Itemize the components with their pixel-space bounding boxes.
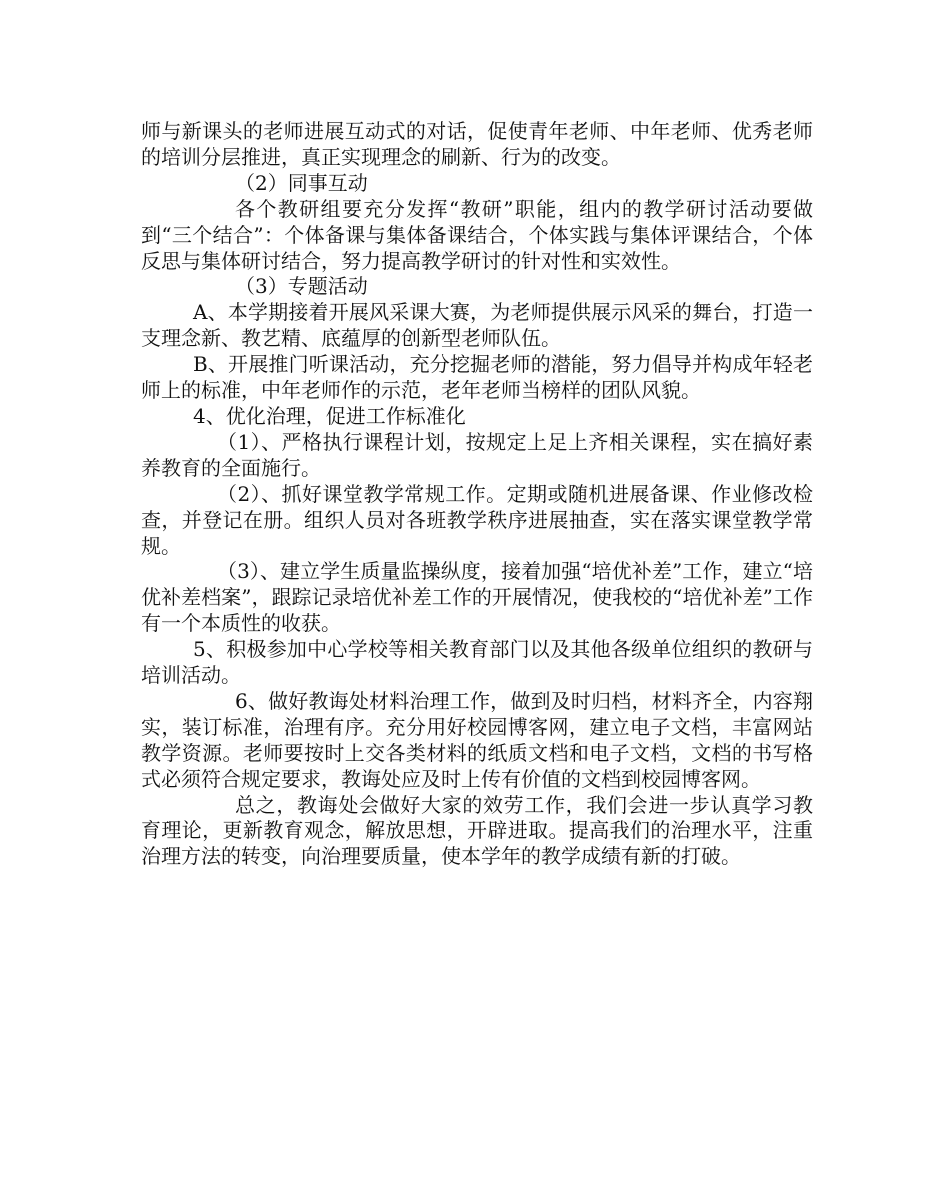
heading-colleague-interaction: （2）同事互动 [235, 170, 368, 195]
paragraph-item-6: 6、做好教诲处材料治理工作，做到及时归档，材料齐全，内容翔实，装订标准，治理有序。充分用好校园博客网，建立电子文档，丰富网站教学资源。老师要按时上交各类材料的纸质文档和电子文档，文档的书写格式必须符合规定要求，教诲处应及时上传有价值的文档到校园博客网。 [141, 688, 813, 791]
paragraph-sub-2: （2）、抓好课堂教学常规工作。定期或随机进展备课、作业修改检查，并登记在册。组织人员对各班教学秩序进展抽查，实在落实课堂教学常规。 [141, 481, 813, 558]
paragraph-sub-3: （3）、建立学生质量监操纵度，接着加强“培优补差”工作，建立“培优补差档案”，跟踪记录培优补差工作的开展情况，使我校的“培优补差”工作有一个本质性的收获。 [141, 559, 813, 636]
heading-optimize-management: 4、优化治理，促进工作标准化 [193, 403, 466, 428]
paragraph-teacher-training: 师与新课头的老师进展互动式的对话，促使青年老师、中年老师、优秀老师的培训分层推进，真正实现理念的刷新、行为的改变。 [141, 119, 813, 169]
paragraph-conclusion: 总之，教诲处会做好大家的效劳工作，我们会进一步认真学习教育理论，更新教育观念，解放思想，开辟进取。提高我们的治理水平，注重治理方法的转变，向治理要质量，使本学年的教学成绩有新的打破。 [141, 792, 813, 869]
document-body [141, 119, 813, 870]
paragraph-item-b: B、开展推门听课活动，充分挖掘老师的潜能，努力倡导并构成年轻老师上的标准，中年老师作的示范，老年老师当榜样的团队风貌。 [141, 352, 813, 403]
paragraph-sub-1: （1）、严格执行课程计划，按规定上足上齐相关课程，实在搞好素养教育的全面施行。 [141, 429, 813, 480]
heading-special-activities: （3）专题活动 [235, 274, 368, 299]
paragraph-teaching-research: 各个教研组要充分发挥“教研”职能，组内的教学研讨活动要做到“三个结合”：个体备课与集体备课结合，个体实践与集体评课结合，个体反思与集体研讨结合，努力提高教学研讨的针对性和实效性。 [141, 196, 813, 273]
paragraph-item-5: 5、积极参加中心学校等相关教育部门以及其他各级单位组织的教研与培训活动。 [141, 637, 813, 688]
paragraph-item-a: A、本学期接着开展风采课大赛，为老师提供展示风采的舞台，打造一支理念新、教艺精、底蕴厚的创新型老师队伍。 [141, 300, 813, 351]
